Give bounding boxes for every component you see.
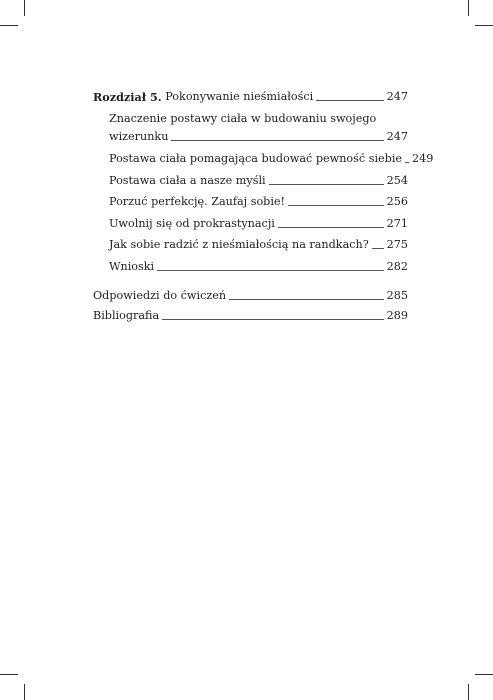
dot-leader [171, 140, 383, 141]
crop-mark-bottom-left [24, 684, 25, 700]
section-title: Jak sobie radzić z nieśmiałością na randkach? [109, 238, 369, 251]
page-number: 289 [386, 309, 408, 322]
dot-leader [229, 299, 384, 300]
chapter-prefix: Rozdział 5. [93, 90, 162, 104]
chapter-title: Pokonywanie nieśmiałości [165, 90, 314, 103]
crop-mark-top-left [24, 0, 25, 16]
toc-backmatter-entry [93, 289, 408, 303]
page-number: 249 [412, 152, 434, 165]
page-number: 271 [386, 217, 408, 230]
dot-leader [162, 319, 383, 320]
dot-leader [288, 205, 384, 206]
dot-leader [278, 227, 384, 228]
section-title-line1: Znaczenie postawy ciała w budowaniu swojego [109, 112, 377, 125]
backmatter-title: Bibliografia [93, 309, 160, 322]
toc-section-entry [109, 152, 434, 166]
section-title: Porzuć perfekcję. Zaufaj sobie! [109, 195, 286, 208]
toc-chapter-entry [93, 90, 408, 104]
crop-mark-top-right-h [475, 25, 493, 26]
dot-leader [269, 184, 384, 185]
toc-backmatter-entry [93, 309, 408, 323]
backmatter-title: Odpowiedzi do ćwiczeń [93, 289, 227, 302]
page-number: 285 [386, 289, 408, 302]
dot-leader [157, 270, 384, 271]
section-title: Postawa ciała pomagająca budować pewność siebie [109, 152, 403, 165]
section-title-line2: wizerunku [109, 130, 169, 143]
toc-section-entry [109, 260, 408, 274]
crop-mark-bottom-right [468, 684, 469, 700]
toc-section-entry [109, 217, 408, 231]
crop-mark-bottom-left-h [0, 674, 18, 675]
section-title: Wnioski [109, 260, 155, 273]
section-title: Postawa ciała a nasze myśli [109, 174, 266, 187]
crop-mark-bottom-right-h [475, 674, 493, 675]
dot-leader [405, 162, 409, 163]
toc-section-entry [109, 195, 408, 209]
page-number: 247 [386, 90, 408, 103]
page-number: 282 [386, 260, 408, 273]
page-number: 275 [386, 238, 408, 251]
page-number: 254 [386, 174, 408, 187]
page-number: 247 [386, 130, 408, 143]
section-title: Uwolnij się od prokrastynacji [109, 217, 275, 230]
toc-section-entry [109, 112, 408, 144]
toc-section-entry [109, 238, 408, 252]
dot-leader [316, 100, 383, 101]
page-number: 256 [386, 195, 408, 208]
crop-mark-top-right [468, 0, 469, 16]
toc-section-entry [109, 174, 408, 188]
crop-mark-top-left-h [0, 25, 18, 26]
dot-leader [372, 248, 384, 249]
